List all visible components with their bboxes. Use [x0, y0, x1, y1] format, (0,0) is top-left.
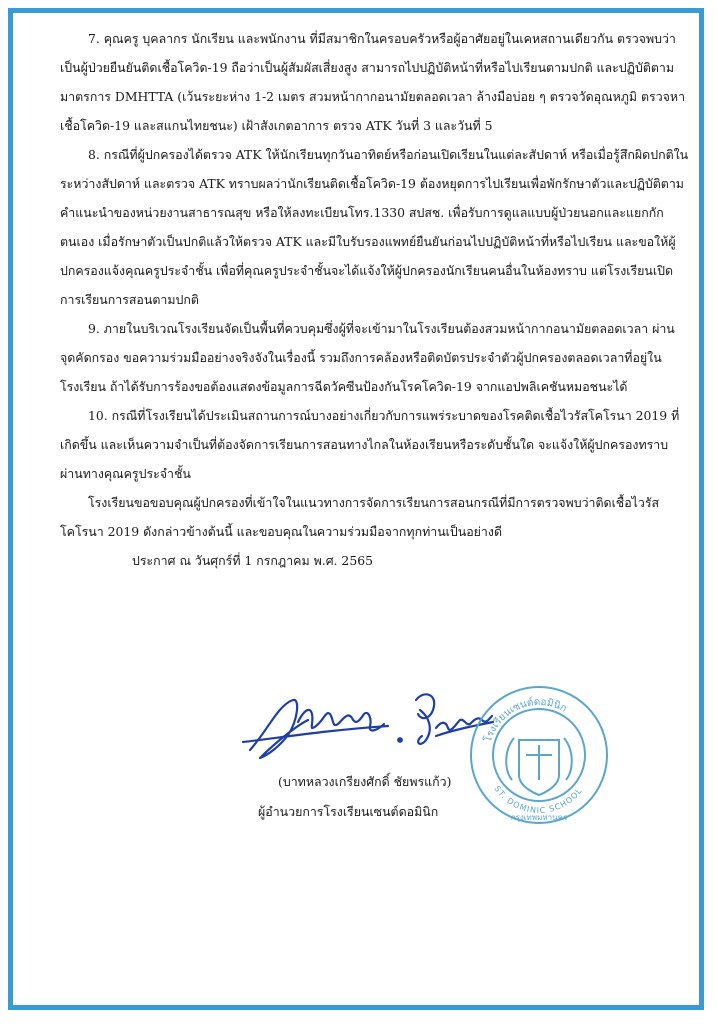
- school-seal-image: [464, 680, 614, 830]
- svg-text:กรุงเทพมหานคร: กรุงเทพมหานคร: [510, 813, 568, 822]
- announcement-date: ประกาศ ณ วันศุกร์ที่ 1 กรกฎาคม พ.ศ. 2565: [132, 553, 373, 568]
- closing-paragraph: โรงเรียนขอขอบคุณผู้ปกครองที่เข้าใจในแนวทางการจัดการเรียนการสอนกรณีที่มีการตรวจพบว่าติดเชื้อไวรัสโคโรนา 2019 ดังกล่าวข้างต้นนี้ และขอบคุณในความร่วมมือจากทุกท่านเป็นอย่างดี: [60, 495, 660, 539]
- svg-text:โรงเรียนเซนต์ดอมินิก: โรงเรียนเซนต์ดอมินิก: [482, 696, 569, 744]
- svg-text:ST. DOMINIC SCHOOL: ST. DOMINIC SCHOOL: [492, 784, 585, 816]
- document-body: [60, 24, 690, 575]
- signer-name: (บาทหลวงเกรียงศักดิ์ ชัยพรแก้ว): [278, 774, 452, 789]
- paragraph-8: 8. กรณีที่ผู้ปกครองได้ตรวจ ATK ให้นักเรียนทุกวันอาทิตย์หรือก่อนเปิดเรียนในแต่ละสัปดาห์ หรือเมื่อรู้สึกผิดปกติในระหว่างสัปดาห์ และตรวจ ATK ทราบผลว่านักเรียนติดเชื้อโควิด-19 ต้องหยุดการไปเรียนเพื่อพักรักษาตัวและปฏิบัติตามคำแนะนำของหน่วยงานสาธารณสุข หรือให้ลงทะเบียนโทร.1330 สปสช. เพื่อรับการดูแลแบบผู้ป่วยนอกและแยกกักตนเอง เมื่อรักษาตัวเป็นปกติแล้วให้ตรวจ ATK และมีใบรับรองแพทย์ยืนยันก่อนไปปฏิบัติหน้าที่หรือไปเรียน และขอให้ผู้ปกครองแจ้งคุณครูประจำชั้น เพื่อที่คุณครูประจำชั้นจะได้แจ้งให้ผู้ปกครองนักเรียนคนอื่นในห้องทราบ แต่โรงเรียนเปิดการเรียนการสอนตามปกติ: [60, 147, 689, 307]
- signature-block: [228, 680, 628, 850]
- signature-image: [238, 680, 498, 770]
- signer-title: ผู้อำนวยการโรงเรียนเซนต์ดอมินิก: [258, 804, 439, 819]
- paragraph-9: 9. ภายในบริเวณโรงเรียนจัดเป็นพื้นที่ควบคุมซึ่งผู้ที่จะเข้ามาในโรงเรียนต้องสวมหน้ากากอนามัยตลอดเวลา ผ่านจุดคัดกรอง ขอความร่วมมืออย่างจริงจังในเรื่องนี้ รวมถึงการคล้องหรือติดบัตรประจำตัวผู้ปกครองตลอดเวลาที่อยู่ในโรงเรียน ถ้าได้รับการร้องขอต้องแสดงข้อมูลการฉีดวัคซีนป้องกันโรคโควิด-19 จากแอปพลิเคชันหมอชนะได้: [60, 321, 675, 394]
- paragraph-10: 10. กรณีที่โรงเรียนได้ประเมินสถานการณ์บางอย่างเกี่ยวกับการแพร่ระบาดของโรคติดเชื้อไวรัสโคโรนา 2019 ที่เกิดขึ้น และเห็นความจำเป็นที่ต้องจัดการเรียนการสอนทางไกลในห้องเรียนหรือระดับชั้นใด จะแจ้งให้ผู้ปกครองทราบผ่านทางคุณครูประจำชั้น: [60, 408, 680, 481]
- paragraph-7: 7. คุณครู บุคลากร นักเรียน และพนักงาน ที่มีสมาชิกในครอบครัวหรือผู้อาศัยอยู่ในเคหสถานเดียวกัน ตรวจพบว่าเป็นผู้ป่วยยืนยันติดเชื้อโควิด-19 ถือว่าเป็นผู้สัมผัสเสี่ยงสูง สามารถไปปฏิบัติหน้าที่หรือไปเรียนตามปกติ และปฏิบัติตามมาตรการ DMHTTA (เว้นระยะห่าง 1-2 เมตร สวมหน้ากากอนามัยตลอดเวลา ล้างมือบ่อย ๆ ตรวจวัดอุณหภูมิ ตรวจหาเชื้อโควิด-19 และสแกนไทยชนะ) เฝ้าสังเกตอาการ ตรวจ ATK วันที่ 3 และวันที่ 5: [60, 31, 686, 133]
